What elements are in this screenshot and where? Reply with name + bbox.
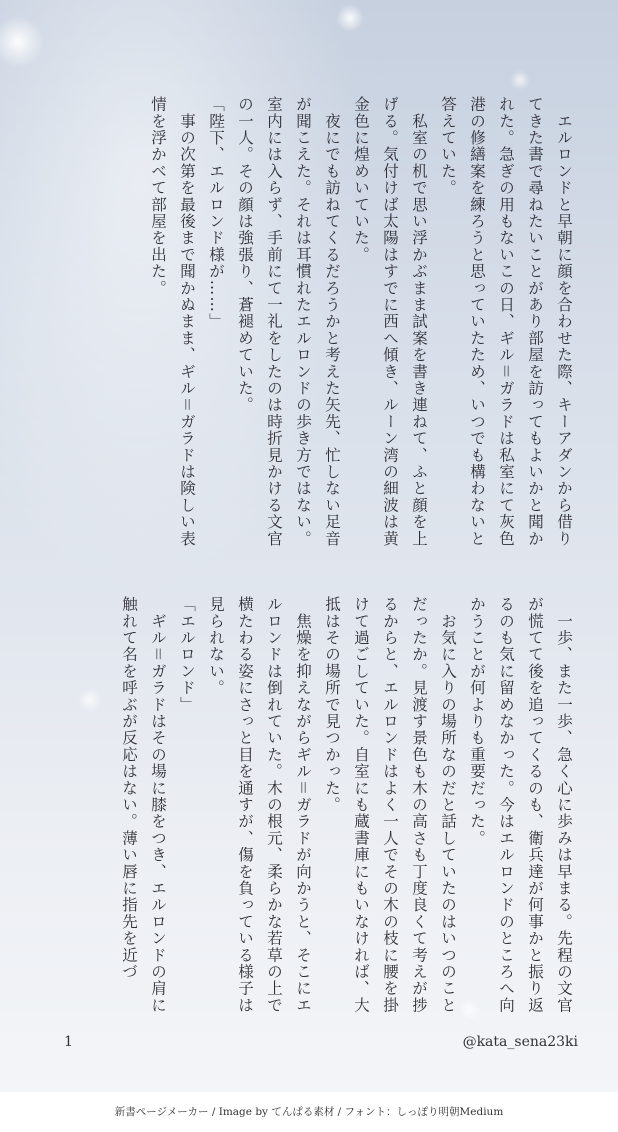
paragraph: お気に入りの場所なのだと話していたのはいつのことだったか。見渡す景色も木の高さも丁度良くて考えが捗るからと、エルロンドはよく一人でその木の枝に腰を掛けて過ごしていた。自室にも蔵書庫にもいなければ、大抵はその場所で見つかった。 (323, 596, 457, 1014)
paragraph: エルロンドと早朝に顔を合わせた際、キーアダンから借りてきた書で尋ねたいことがあり部屋を訪ってもよいかと聞かれた。急ぎの用もないこの日、ギル＝ガラドは私室にて灰色港の修繕案を練ろうと思っていたため、いつでも構わないと答えていた。 (439, 96, 573, 547)
paragraph: ギル＝ガラドはその場に膝をつき、エルロンドの肩に触れて名を呼ぶが反応はない。薄い唇に指先を近づ (120, 596, 167, 1014)
paragraph: 夜にでも訪ねてくるだろうかと考えた矢先、忙しない足音が聞こえた。それは耳慣れたエルロンドの歩き方ではない。室内には入らず、手前にて一礼をしたのは時折見かける文官の一人。その顔は強張り、蒼褪めていた。 (236, 96, 341, 547)
dialogue-line: 「エルロンド」 (178, 596, 196, 713)
paragraph: 事の次第を最後まで聞かぬまま、ギル＝ガラドは険しい表情を浮かべて部屋を出た。 (149, 96, 196, 547)
paragraph: 一歩、また一歩、急く心に歩みは早まる。先程の文官が慌てて後を追ってくるのも、衛兵達が何事かと振り返るのも気に留めなかった。今はエルロンドのところへ向かうことが何よりも重要だった。 (468, 596, 573, 1014)
credit-line: 新書ページメーカー / Image by てんぱる素材 / フォント：しっぽり明朝Medium (114, 1106, 504, 1118)
text-block-bottom (114, 596, 578, 1016)
text-block-top (143, 96, 578, 556)
page-number: 1 (64, 1034, 73, 1050)
paragraph: 焦燥を抑えながらギル＝ガラドが向かうと、そこにエルロンドは倒れていた。木の根元、柔らかな若草の上で横たわる姿にさっと目を通すが、傷を負っている様子は見られない。 (207, 596, 312, 1014)
author-handle: @kata_sena23ki (462, 1034, 578, 1050)
dialogue-line: 「陛下、エルロンド様が……」 (207, 96, 225, 330)
paragraph: 私室の机で思い浮かぶまま試案を書き連ねて、ふと顔を上げる。気付けば太陽はすでに西へ傾き、ルーン湾の細波は黄金色に煌めいていた。 (352, 96, 428, 547)
